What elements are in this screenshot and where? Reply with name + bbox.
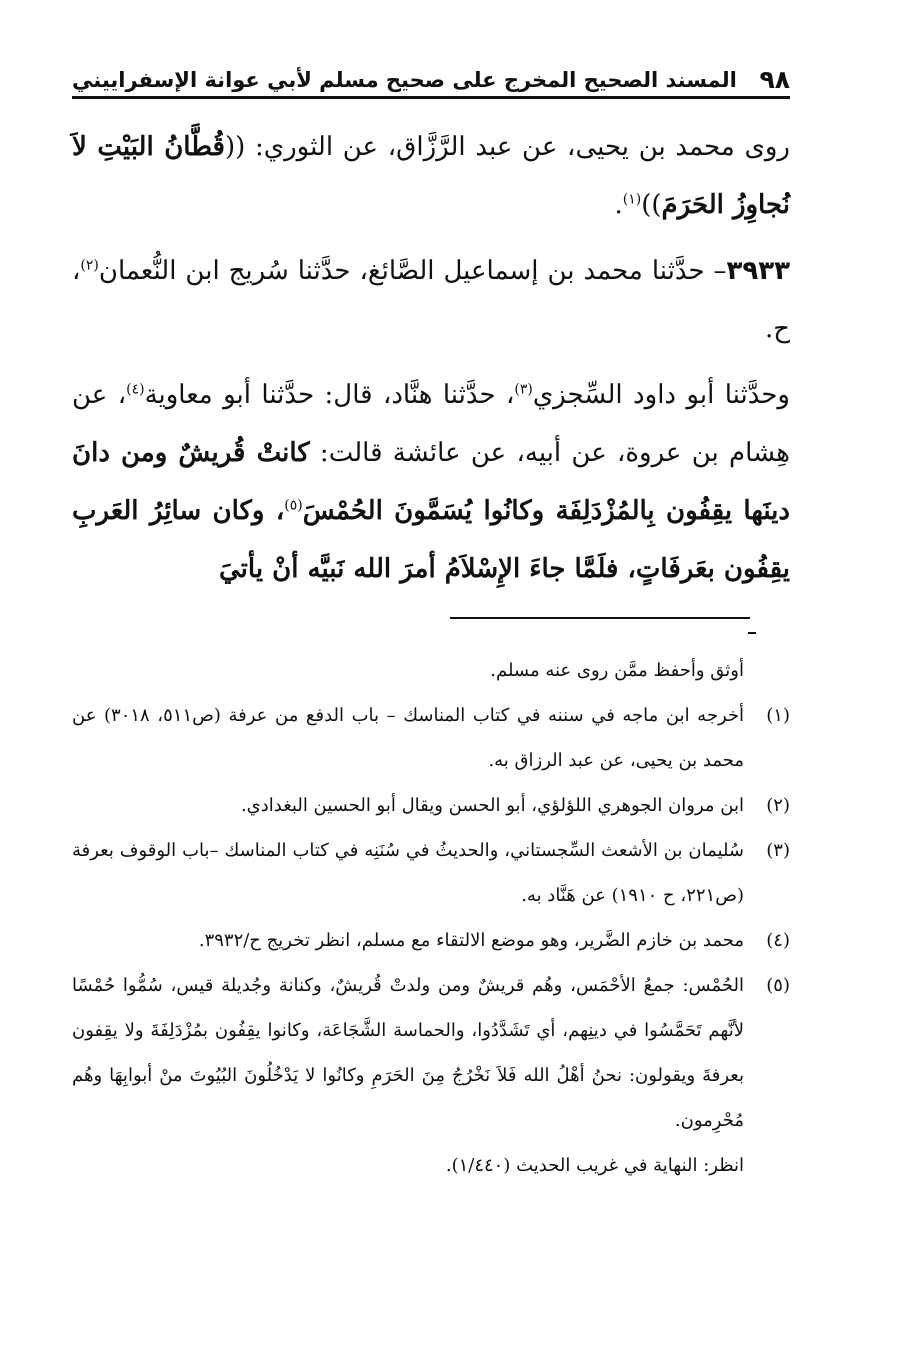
p3-quote-2: ، وكان سائِرُ العَربِ يقِفُون بعَرفَاتٍ، فلَمَّا جاءَ الإِسْلاَمُ أمرَ الله نَبيَّه أنْ يأتيَ: [72, 496, 790, 584]
running-header: [72, 60, 790, 99]
footnote-3: [72, 828, 790, 918]
footnote-5-marker: (٥): [766, 975, 790, 996]
footnote-4-text: محمد بن خازم الضَّرير، وهو موضع الالتقاء مع مسلم، انظر تخريج ح/٣٩٣٢.: [198, 930, 744, 951]
p1-end: )): [641, 190, 662, 220]
paragraph-1: [72, 118, 790, 234]
footnote-carry-text: أوثق وأحفظ ممَّن روى عنه مسلم.: [490, 660, 744, 681]
footnote-1: [72, 693, 790, 783]
footnotes: [72, 648, 790, 1188]
p1-text: روى محمد بن يحيى، عن عبد الرَّزَّاق، عن الثوري: ((: [224, 132, 790, 162]
p2-text: – حدَّثنا محمد بن إسماعيل الصَّائغ، حدَّثنا سُريج ابن النُّعمان: [98, 256, 727, 286]
footnote-carry: [72, 648, 790, 693]
footnote-ref-1[interactable]: (١): [622, 191, 642, 208]
footnote-separator: [450, 617, 750, 619]
footnote-ref-4[interactable]: (٤): [126, 381, 145, 398]
p3-text-a: وحدَّثنا أبو داود السِّجزي: [532, 380, 790, 410]
book-title: المسند الصحيح المخرج على صحيح مسلم لأبي عوانة الإسفراييني: [72, 68, 737, 92]
p3-quote-1: كانتْ قُريشٌ ومن دانَ دينَها يقِفُون بِالمُزْدَلِفَة وكانُوا يُسَمَّونَ الحُمْسَ: [72, 438, 790, 526]
p3-text-b: ، حدَّثنا هنَّاد، قال: حدَّثنا أبو معاوية: [144, 380, 515, 410]
footnote-5-text: الحُمْس: جمعُ الأحْمَس، وهُم قريشٌ ومن ولدتْ قُريشٌ، وكنانة وجُديلة قيس، سُمُّوا حُمْسًا لأنَّهم تَحَمَّسُوا في دينِهم، أي تَشَدَّدُوا، والحماسة الشَّجَاعَة، وكانوا يقِفُون بمُزْدَلِفَةَ ولا يقِفون بعرفةَ ويقولون: نحنُ أهْلُ الله فَلاَ نَخْرُجُ مِنَ الحَرَمِ وكانُوا لا يَدْخُلُونَ البُيُوتَ منْ أبوابِهَا وهُم مُحْرِمون.: [72, 975, 745, 1131]
footnote-5-source-text: انظر: النهاية في غريب الحديث (١/٤٤٠).: [445, 1155, 744, 1176]
footnote-ref-3[interactable]: (٣): [514, 381, 533, 398]
paragraph-2: [72, 242, 790, 358]
main-text: [72, 118, 790, 606]
footnote-2-marker: (٢): [766, 795, 790, 816]
paragraph-3: [72, 366, 790, 598]
footnote-4-marker: (٤): [766, 930, 790, 951]
footnote-5-source: [72, 1143, 790, 1188]
footnote-3-marker: (٣): [766, 840, 790, 861]
footnote-3-text: سُليمان بن الأشعث السِّجستاني، والحديثُ في سُنَنِه في كتاب المناسك –باب الوقوف بعرفة (ص٢٢١، ح ١٩١٠) عن هَنَّاد به.: [72, 840, 744, 906]
p3-text-c: ، عن هِشام بن عروة، عن أبيه، عن عائشة قالت:: [72, 380, 790, 468]
page-number: ٩٨: [759, 65, 790, 94]
footnote-ref-5[interactable]: (٥): [284, 497, 303, 514]
footnote-2: [72, 783, 790, 828]
p2-tail: ، ح.: [72, 256, 790, 344]
footnote-separator-tick: [748, 632, 756, 634]
footnote-ref-2[interactable]: (٢): [80, 257, 99, 274]
footnote-1-marker: (١): [766, 705, 790, 726]
footnote-1-text: أخرجه ابن ماجه في سننه في كتاب المناسك – باب الدفع من عرفة (ص٥١١، ٣٠١٨) عن محمد بن يحيى، عن عبد الرزاق به.: [72, 705, 745, 771]
p1-tail: .: [614, 190, 623, 220]
footnote-5: [72, 963, 790, 1143]
footnote-2-text: ابن مروان الجوهري اللؤلؤي، أبو الحسن ويقال أبو الحسين البغدادي.: [240, 795, 744, 816]
hadith-number: ٣٩٣٣: [726, 256, 790, 286]
p1-quote: قُطَّانُ البَيْتِ لاَ نُجاوِزُ الحَرَمَ: [72, 132, 790, 220]
footnote-4: [72, 918, 790, 963]
